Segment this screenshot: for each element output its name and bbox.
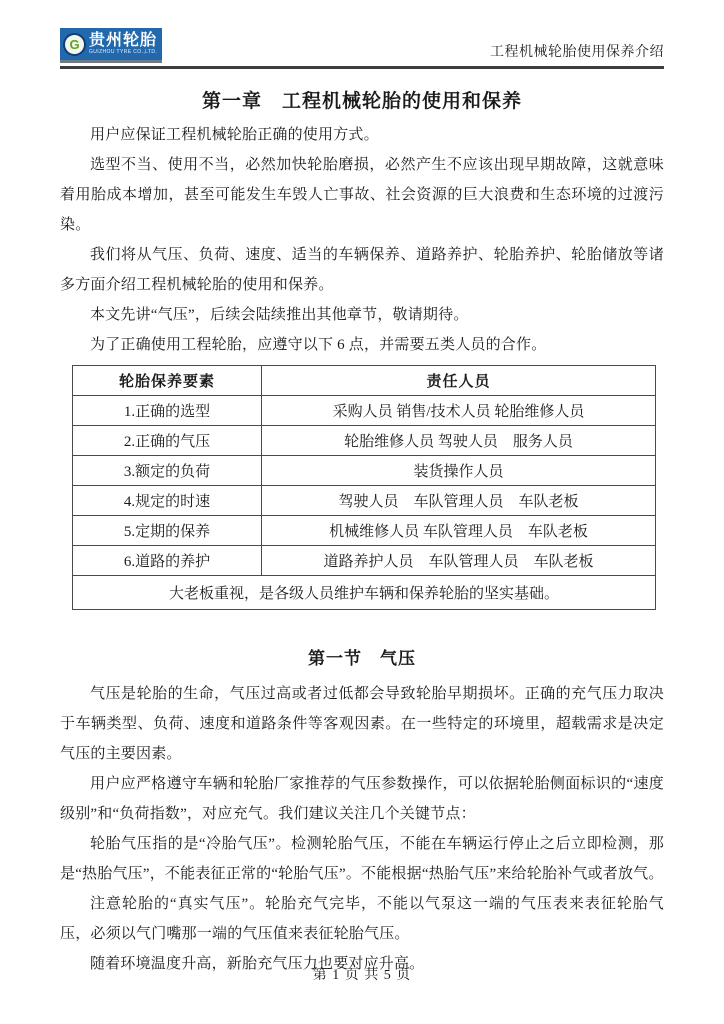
personnel-cell: 轮胎维修人员 驾驶人员 服务人员 bbox=[262, 426, 656, 456]
personnel-cell: 采购人员 销售/技术人员 轮胎维修人员 bbox=[262, 396, 656, 426]
personnel-cell: 装货操作人员 bbox=[262, 456, 656, 486]
factor-cell: 2.正确的气压 bbox=[73, 426, 262, 456]
table-row bbox=[73, 546, 656, 576]
factor-cell: 1.正确的选型 bbox=[73, 396, 262, 426]
personnel-cell: 道路养护人员 车队管理人员 车队老板 bbox=[262, 546, 656, 576]
brand-name-en: GUIZHOU TYRE CO.,LTD. bbox=[89, 49, 158, 55]
brand-logo-text bbox=[89, 33, 157, 55]
factor-cell: 5.定期的保养 bbox=[73, 516, 262, 546]
factor-cell: 4.规定的时速 bbox=[73, 486, 262, 516]
section-paragraph: 注意轮胎的“真实气压”。轮胎充气完毕，不能以气泵这一端的气压表来表征轮胎气压，必须以气门嘴那一端的气压值来表征轮胎气压。 bbox=[60, 896, 664, 942]
intro-paragraph: 用户应保证工程机械轮胎正确的使用方式。 bbox=[90, 127, 379, 143]
column-header-factor: 轮胎保养要素 bbox=[73, 366, 262, 396]
section-title: 第一节 气压 bbox=[308, 649, 416, 668]
header-doc-title: 工程机械轮胎使用保养介绍 bbox=[490, 45, 664, 60]
column-header-personnel: 责任人员 bbox=[262, 366, 656, 396]
monogram-letter: G bbox=[69, 36, 80, 52]
table-row bbox=[73, 516, 656, 546]
section-paragraph: 气压是轮胎的生命，气压过高或者过低都会导致轮胎早期损坏。正确的充气压力取决于车辆类型、负荷、速度和道路条件等客观因素。在一些特定的环境里，超载需求是决定气压的主要因素。 bbox=[60, 686, 664, 762]
brand-logo bbox=[60, 28, 162, 63]
table-row bbox=[73, 456, 656, 486]
intro-paragraph: 为了正确使用工程轮胎，应遵守以下 6 点，并需要五类人员的合作。 bbox=[90, 337, 547, 353]
section-paragraph: 用户应严格遵守车辆和轮胎厂家推荐的气压参数操作，可以依据轮胎侧面标识的“速度级别”和“负荷指数”，对应充气。我们建议关注几个关键节点： bbox=[60, 776, 664, 822]
table-footer-note: 大老板重视，是各级人员维护车辆和保养轮胎的坚实基础。 bbox=[73, 576, 656, 610]
page-header bbox=[60, 28, 664, 69]
intro-paragraph: 本文先讲“气压”，后续会陆续推出其他章节，敬请期待。 bbox=[90, 307, 469, 323]
table-row bbox=[73, 426, 656, 456]
personnel-cell: 驾驶人员 车队管理人员 车队老板 bbox=[262, 486, 656, 516]
table-row bbox=[73, 486, 656, 516]
maintenance-duty-table bbox=[72, 365, 656, 610]
table-header-row bbox=[73, 366, 656, 396]
chapter-title: 第一章 工程机械轮胎的使用和保养 bbox=[201, 91, 522, 112]
intro-paragraph: 选型不当、使用不当，必然加快轮胎磨损，必然产生不应该出现早期故障，这就意味着用胎成本增加，甚至可能发生车毁人亡事故、社会资源的巨大浪费和生态环境的过渡污染。 bbox=[60, 157, 664, 233]
table-footer-row bbox=[73, 576, 656, 610]
section-paragraph: 轮胎气压指的是“冷胎气压”。检测轮胎气压，不能在车辆运行停止之后立即检测，那是“热胎气压”，不能表征正常的“轮胎气压”。不能根据“热胎气压”来给轮胎补气或者放气。 bbox=[60, 836, 664, 882]
tyre-monogram-icon bbox=[63, 33, 86, 56]
intro-paragraph: 我们将从气压、负荷、速度、适当的车辆保养、道路养护、轮胎养护、轮胎储放等诸多方面介绍工程机械轮胎的使用和保养。 bbox=[60, 247, 664, 293]
section-paragraph: 随着环境温度升高，新胎充气压力也要对应升高。 bbox=[90, 956, 425, 972]
brand-name-cn: 贵州轮胎 bbox=[89, 32, 158, 49]
table-row bbox=[73, 396, 656, 426]
factor-cell: 6.道路的养护 bbox=[73, 546, 262, 576]
factor-cell: 3.额定的负荷 bbox=[73, 456, 262, 486]
personnel-cell: 机械维修人员 车队管理人员 车队老板 bbox=[262, 516, 656, 546]
page-number: 第 1 页 共 5 页 bbox=[312, 968, 412, 983]
